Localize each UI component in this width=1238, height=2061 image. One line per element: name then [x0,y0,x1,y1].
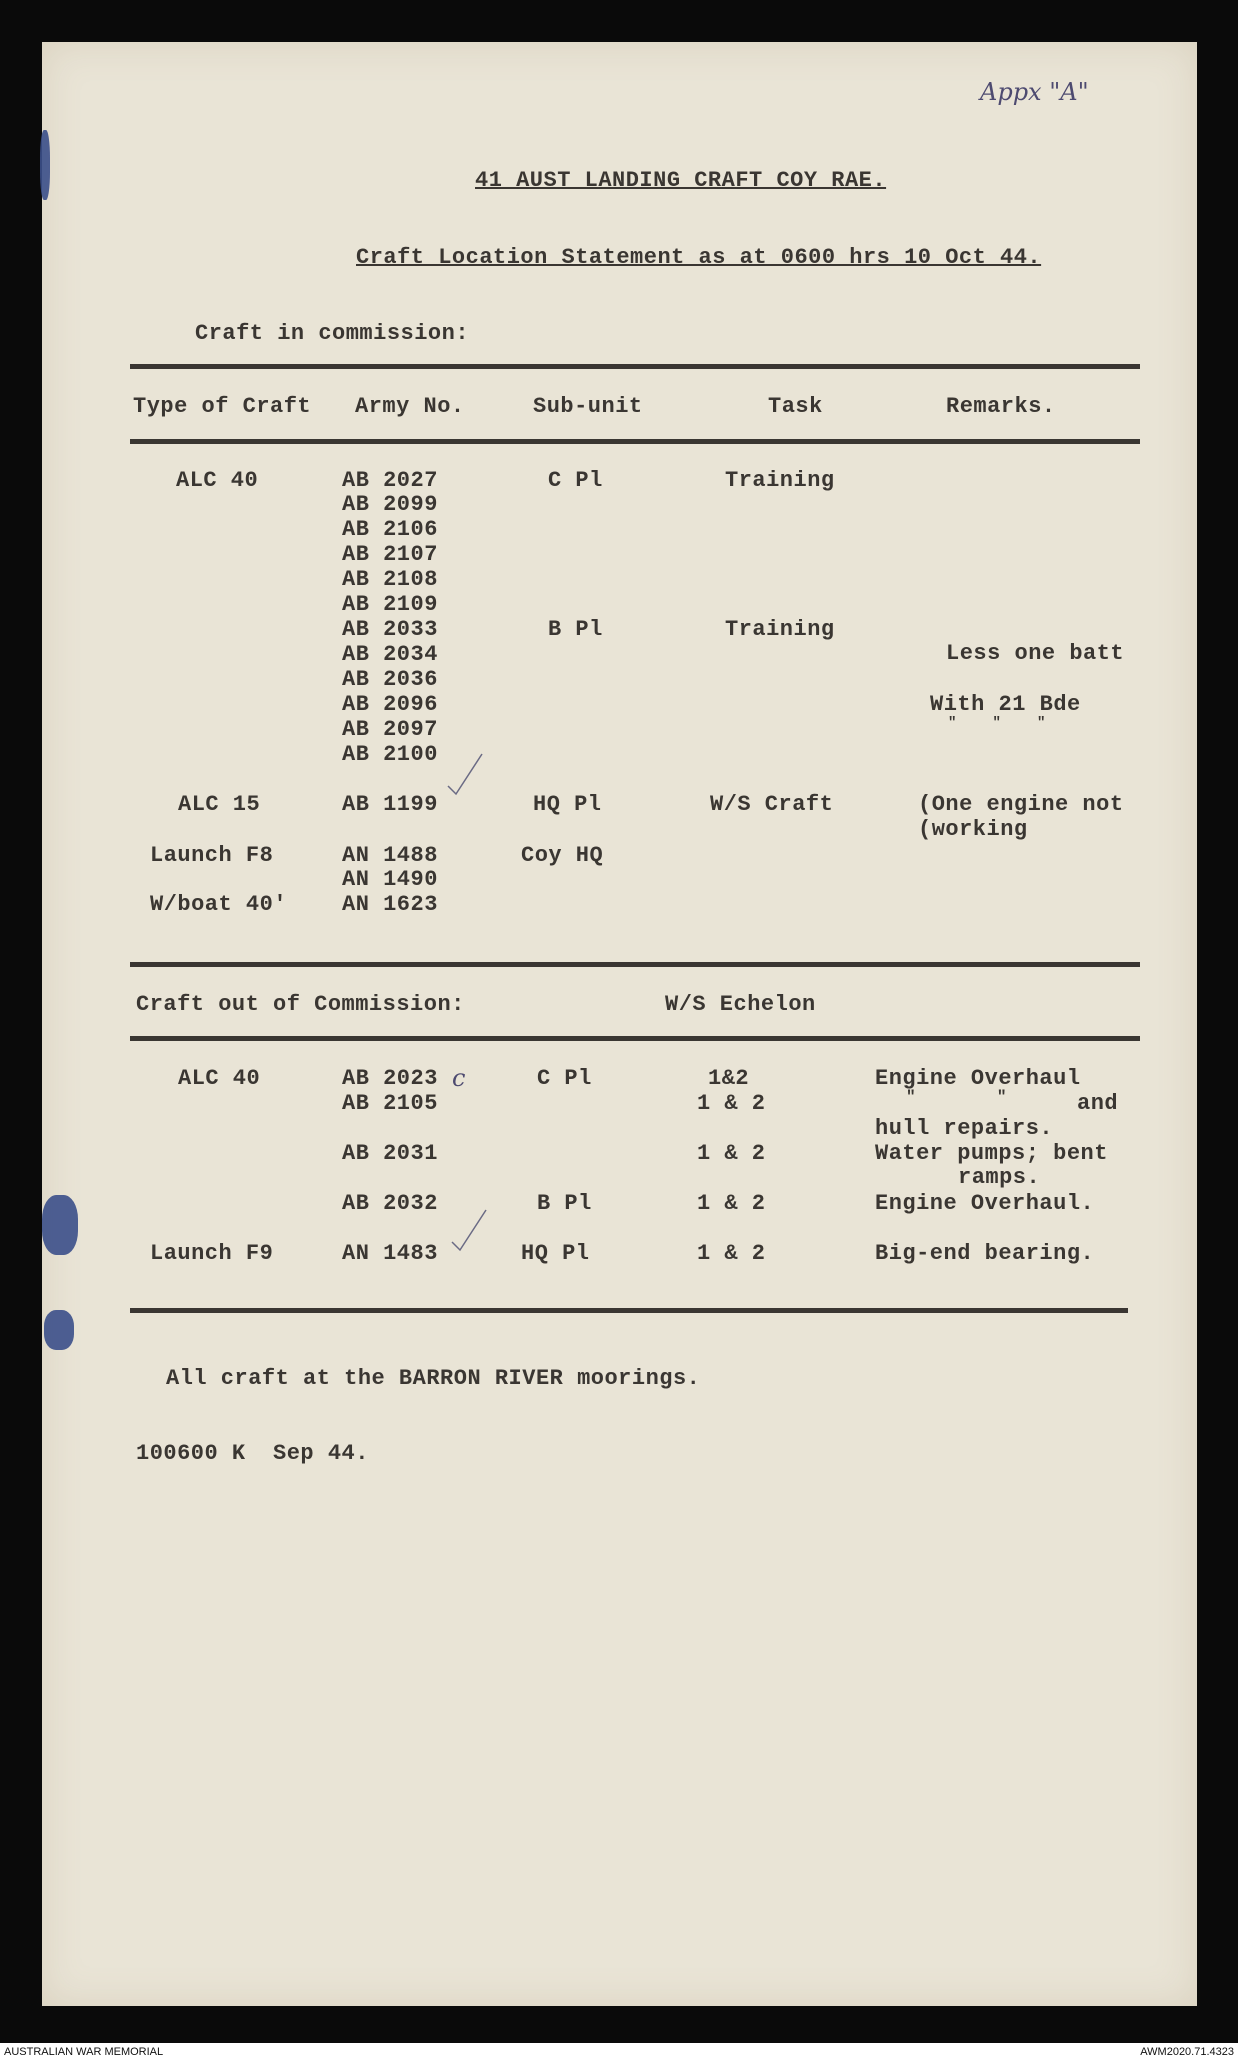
army-number: AB 2108 [342,567,438,592]
echelon: 1&2 [708,1066,750,1091]
remark: With 21 Bde [930,692,1081,717]
sub-unit: C Pl [548,468,603,493]
ink-stain [42,1195,78,1255]
echelon: 1 & 2 [697,1191,766,1216]
appendix-annotation: Appx "A" [980,78,1089,106]
remark: hull repairs. [875,1116,1054,1141]
army-number: AB 2097 [342,717,438,742]
craft-type-alc40: ALC 40 [176,468,259,493]
section-heading-out-commission: Craft out of Commission: [136,992,465,1017]
army-number: AB 2023 [342,1066,438,1091]
table-rule-bottom [130,1308,1128,1313]
craft-type-launch: Launch F8 [150,843,274,868]
army-number: AN 1488 [342,843,438,868]
handwritten-c: c [452,1064,466,1092]
archive-footer [0,2043,1238,2061]
craft-type-launch: Launch F9 [150,1241,274,1266]
army-number: AB 2106 [342,517,438,542]
closing-note: All craft at the BARRON RIVER moorings. [166,1366,701,1391]
remark: Water pumps; bent [875,1141,1108,1166]
check-mark [446,752,486,796]
remark: (One engine not [918,792,1124,817]
footer-accession: AWM2020.71.4323 [1140,2046,1234,2058]
craft-type-alc40: ALC 40 [178,1066,261,1091]
sub-unit: C Pl [537,1066,592,1091]
task: Training [725,468,835,493]
echelon-heading: W/S Echelon [665,992,816,1017]
col-header-type: Type of Craft [133,394,312,419]
col-header-sub-unit: Sub-unit [533,394,643,419]
remark: Engine Overhaul [875,1066,1081,1091]
sub-unit: B Pl [548,617,603,642]
army-number: AN 1490 [342,867,438,892]
echelon: 1 & 2 [697,1091,766,1116]
army-number: AB 2100 [342,742,438,767]
table-rule-section [130,962,1140,967]
ditto-marks: " " " [948,715,1046,731]
remark: Engine Overhaul. [875,1191,1095,1216]
army-number: AB 2107 [342,542,438,567]
remark: ramps. [958,1165,1041,1190]
army-number: AB 2027 [342,468,438,493]
ditto-marks: " " [906,1088,1008,1106]
army-number: AB 2034 [342,642,438,667]
ink-stain [44,1310,74,1350]
sub-unit: HQ Pl [533,792,602,817]
echelon: 1 & 2 [697,1141,766,1166]
army-number: AB 2032 [342,1191,438,1216]
ink-stain [40,130,50,200]
table-rule-header [130,439,1140,444]
army-number: AN 1483 [342,1241,438,1266]
army-number: AB 2036 [342,667,438,692]
remark: Less one batt [946,641,1125,666]
section-heading-in-commission: Craft in commission: [195,321,470,346]
document-subtitle: Craft Location Statement as at 0600 hrs 10 Oct 44. [356,245,1042,270]
sub-unit: Coy HQ [521,843,604,868]
craft-type-wboat: W/boat 40' [150,892,288,917]
sub-unit: B Pl [537,1191,592,1216]
col-header-task: Task [768,394,823,419]
remark: and [1077,1091,1119,1116]
task: Training [725,617,835,642]
army-number: AB 2096 [342,692,438,717]
army-number: AB 2031 [342,1141,438,1166]
task: W/S Craft [710,792,834,817]
sub-unit: HQ Pl [521,1241,590,1266]
footer-institution: AUSTRALIAN WAR MEMORIAL [4,2046,164,2058]
army-number: AB 2033 [342,617,438,642]
date-time-group: 100600 K Sep 44. [136,1441,369,1466]
army-number: AB 2099 [342,492,438,517]
document-title: 41 AUST LANDING CRAFT COY RAE. [475,168,887,193]
echelon: 1 & 2 [697,1241,766,1266]
col-header-remarks: Remarks. [946,394,1056,419]
army-number: AN 1623 [342,892,438,917]
check-mark [450,1208,490,1252]
remark: (working [918,817,1028,842]
table-rule-top [130,364,1140,369]
col-header-army-no: Army No. [355,394,465,419]
army-number: AB 2105 [342,1091,438,1116]
table-rule-section2 [130,1036,1140,1041]
army-number: AB 1199 [342,792,438,817]
army-number: AB 2109 [342,592,438,617]
remark: Big-end bearing. [875,1241,1095,1266]
craft-type-alc15: ALC 15 [178,792,261,817]
